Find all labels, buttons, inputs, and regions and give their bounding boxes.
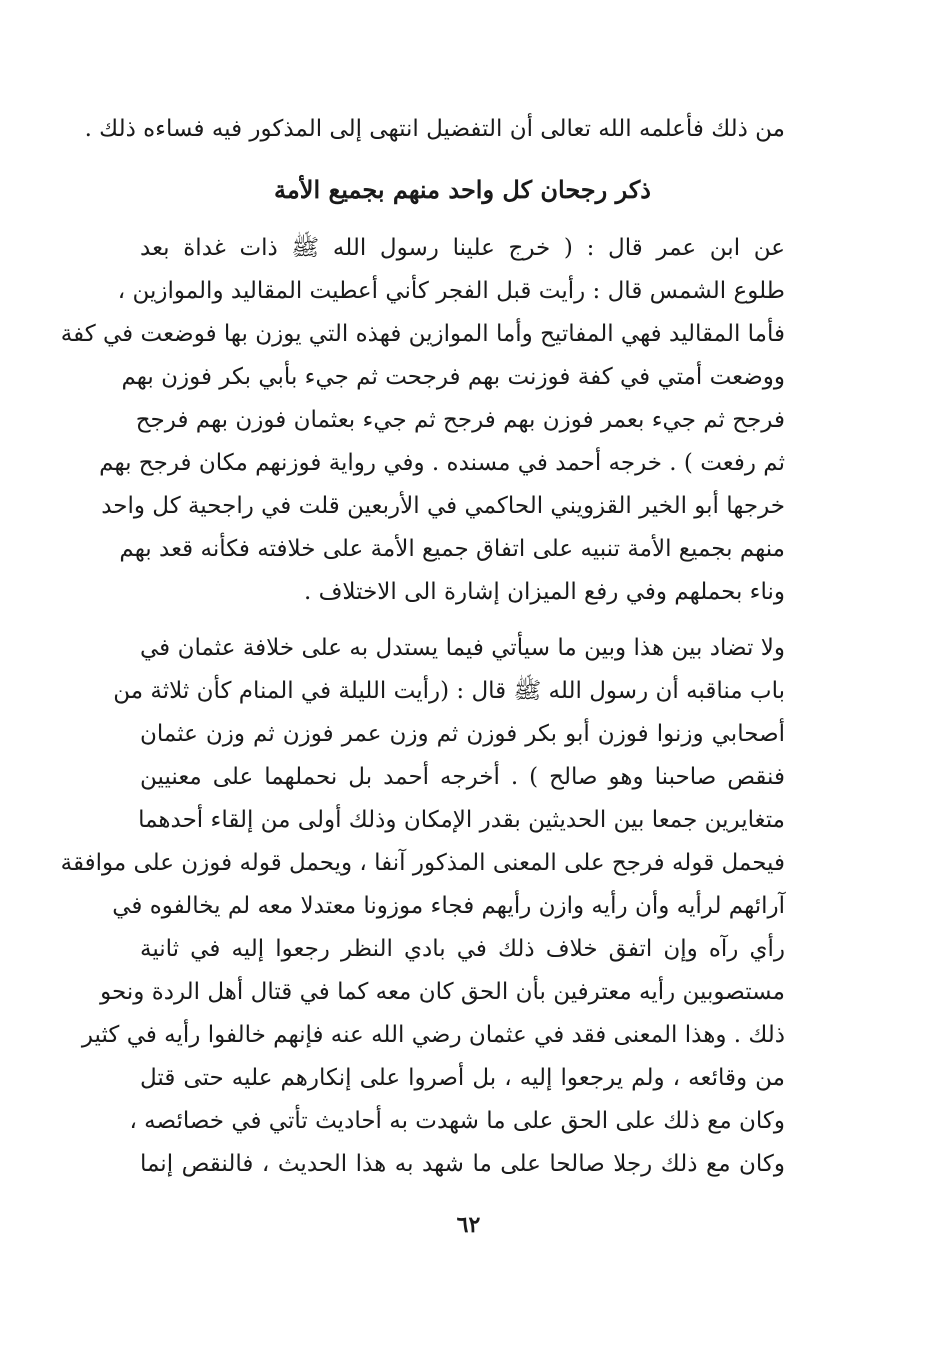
paragraph-line: من وقائعه ، ولم يرجعوا إليه ، بل أصروا على إنكارهم عليه حتى قتل	[140, 1065, 785, 1091]
paragraph-line: وكان مع ذلك رجلا صالحا على ما شهد به هذا الحديث ، فالنقص إنما	[140, 1151, 785, 1177]
paragraph-line: منهم بجميع الأمة تنبيه على اتفاق جميع الأمة على خلافته فكأنه قعد بهم	[119, 536, 785, 562]
paragraph-line: فأما المقاليد فهي المفاتيح وأما الموازين فهذه التي يوزن بها فوضعت في كفة	[60, 321, 785, 347]
paragraph-line: أصحابي وزنوا فوزن أبو بكر فوزن ثم وزن عمر فوزن ثم وزن عثمان	[140, 721, 785, 747]
paragraph-line: خرجها أبو الخير القزويني الحاكمي في الأربعين قلت في راجحية كل واحد	[101, 493, 785, 519]
paragraph-line: مستصوبين رأيه معترفين بأن الحق كان معه كما في قتال أهل الردة ونحو	[100, 979, 785, 1005]
paragraph-line: ووضعت أمتي في كفة فوزنت بهم فرجحت ثم جيء بأبي بكر فوزن بهم	[121, 364, 785, 390]
paragraph-line: متغايرين جمعا بين الحديثين بقدر الإمكان وذلك أولى من إلقاء أحدهما	[138, 807, 785, 833]
intro-line: من ذلك فأعلمه الله تعالى أن التفضيل انتهى إلى المذكور فيه فساءه ذلك .	[84, 116, 785, 142]
paragraph-line: رأي رآه وإن اتفق خلاف ذلك في بادي النظر رجعوا إليه في ثانية	[140, 936, 785, 962]
paragraph-line: ذلك . وهذا المعنى فقد في عثمان رضي الله عنه فإنهم خالفوا رأيه في كثير	[81, 1022, 785, 1048]
paragraph-line: ولا تضاد بين هذا وبين ما سيأتي فيما يستدل به على خلافة عثمان في	[140, 635, 785, 661]
paragraph-line: باب مناقبه أن رسول الله ﷺ قال : (رأيت الليلة في المنام كأن ثلاثة من	[113, 678, 785, 704]
paragraph-line: آرائهم لرأيه وأن رأيه وازن رأيهم فجاء موزونا معتدلا معه لم يخالفوه في	[112, 893, 785, 919]
paragraph-line: وناء بحملهم وفي رفع الميزان إشارة الى الاختلاف .	[303, 579, 785, 605]
paragraph-line: عن ابن عمر قال : ( خرج علينا رسول الله ﷺ ذات غداة بعد	[140, 235, 785, 261]
page-number: ٦٢	[456, 1212, 481, 1238]
paragraph-line: ثم رفعت ) . خرجه أحمد في مسنده . وفي رواية فوزنهم مكان فرجح بهم	[99, 450, 785, 476]
paragraph-line: فيحمل قوله فرجح على المعنى المذكور آنفا ، ويحمل قوله فوزن على موافقة	[60, 850, 785, 876]
section-heading: ذكر رجحان كل واحد منهم بجميع الأمة	[274, 175, 651, 204]
paragraph-line: وكان مع ذلك على الحق على ما شهدت به أحاديث تأتي في خصائصه ،	[129, 1108, 785, 1134]
paragraph-line: فنقص صاحبنا وهو صالح ) . أخرجه أحمد بل نحملهما على معنيين	[140, 764, 785, 790]
paragraph-line: فرجح ثم جيء بعمر فوزن بهم فرجح ثم جيء بعثمان فوزن بهم فرجح	[135, 407, 785, 433]
paragraph-line: طلوع الشمس قال : رأيت قبل الفجر كأني أعطيت المقاليد والموازين ،	[117, 278, 785, 304]
